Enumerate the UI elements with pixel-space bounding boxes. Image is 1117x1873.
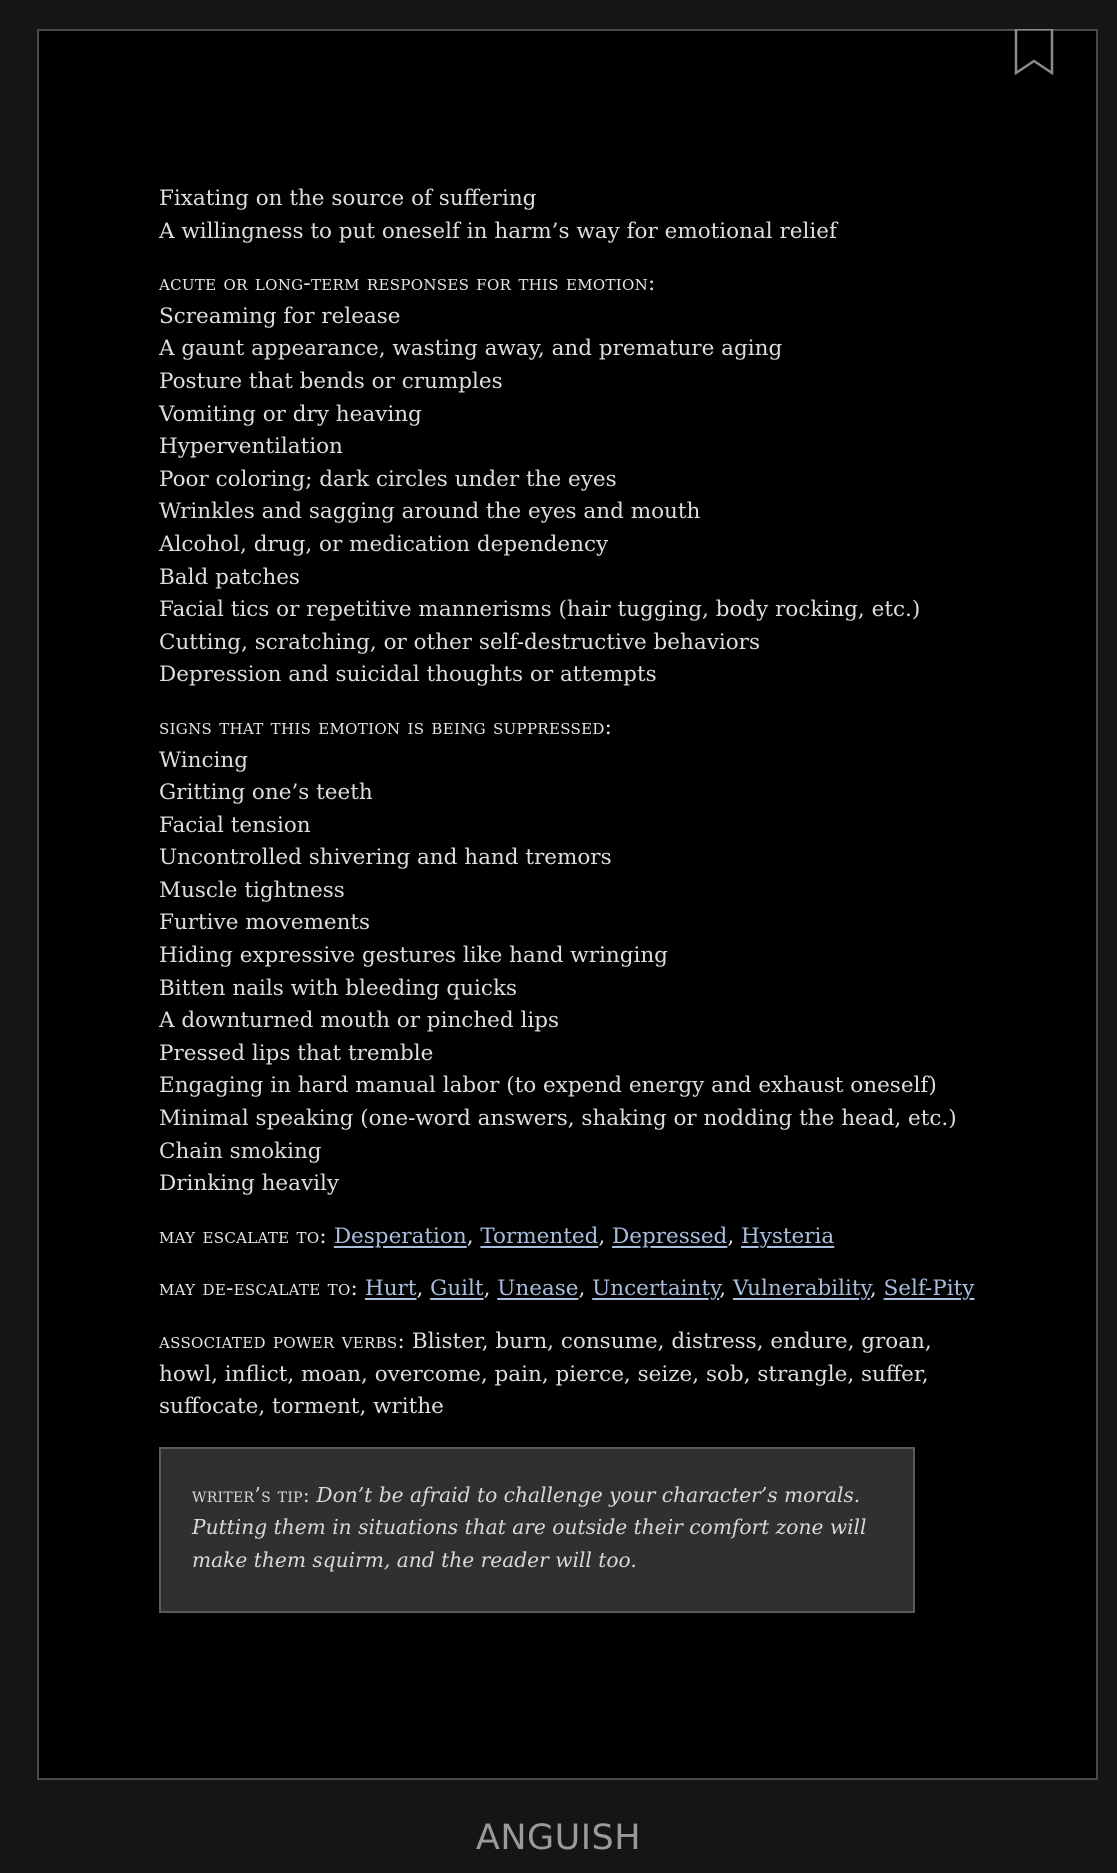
link-unease[interactable]: Unease xyxy=(497,1276,579,1302)
list-item: Posture that bends or crumples xyxy=(159,368,503,394)
link-vulnerability[interactable]: Vulnerability xyxy=(732,1276,870,1302)
section-heading: signs that this emotion is being suppressed: xyxy=(159,714,613,740)
link-hurt[interactable]: Hurt xyxy=(364,1276,417,1302)
power-verbs-text: Blister, burn, consume, distress, endure, groan, howl, inflict, moan, overcome, pain, pierce, seize, sob, strangle, suffer, suffocate, torment, writhe xyxy=(159,1329,932,1420)
list-item: Muscle tightness xyxy=(159,877,345,903)
writers-tip-box xyxy=(159,1447,915,1613)
intro-list xyxy=(159,183,989,248)
link-guilt[interactable]: Guilt xyxy=(430,1276,484,1302)
list-item: Pressed lips that tremble xyxy=(159,1040,434,1066)
escalate-line: may escalate to: Desperation, Tormented, Depressed, Hysteria xyxy=(159,1223,835,1249)
escalate-label: may escalate to: xyxy=(159,1223,327,1249)
tip-label: writer’s tip: xyxy=(192,1482,310,1507)
list-item: Engaging in hard manual labor (to expend energy and exhaust oneself) xyxy=(159,1073,937,1099)
tip-text: Don’t be afraid to challenge your character’s morals. Putting them in situations that are outside their comfort zone will make them squirm, and the reader will too. xyxy=(192,1482,867,1572)
page-footer-title: ANGUISH xyxy=(475,1818,642,1858)
list-item: Fixating on the source of suffering xyxy=(159,186,537,211)
power-verbs-label: associated power verbs: xyxy=(159,1329,406,1354)
list-item: Uncontrolled shivering and hand tremors xyxy=(159,845,612,871)
list-item: A gaunt appearance, wasting away, and premature aging xyxy=(159,336,783,362)
list-item: Chain smoking xyxy=(159,1138,322,1164)
deescalate-line: may de-escalate to: Hurt, Guilt, Unease, Uncertainty, Vulnerability, Self-Pity xyxy=(159,1276,975,1302)
bookmark-icon[interactable] xyxy=(1014,29,1054,75)
list-item: Poor coloring; dark circles under the eyes xyxy=(159,466,617,492)
link-uncertainty[interactable]: Uncertainty xyxy=(592,1276,720,1302)
power-verbs-line xyxy=(159,1326,989,1424)
list-item: Minimal speaking (one-word answers, shaking or nodding the head, etc.) xyxy=(159,1106,957,1132)
list-item: Facial tics or repetitive mannerisms (hair tugging, body rocking, etc.) xyxy=(159,597,921,623)
list-item: Wincing xyxy=(159,747,248,773)
list-item: Hiding expressive gestures like hand wringing xyxy=(159,943,668,969)
list-item: Vomiting or dry heaving xyxy=(159,401,422,427)
link-self-pity[interactable]: Self-Pity xyxy=(883,1276,975,1302)
list-item: Furtive movements xyxy=(159,910,371,936)
link-hysteria[interactable]: Hysteria xyxy=(740,1223,835,1249)
list-item: Drinking heavily xyxy=(159,1171,340,1197)
page-content xyxy=(159,183,989,1613)
book-page xyxy=(37,29,1098,1780)
list-item: Wrinkles and sagging around the eyes and mouth xyxy=(159,499,701,525)
link-tormented[interactable]: Tormented xyxy=(480,1223,599,1249)
list-item: Depression and suicidal thoughts or attempts xyxy=(159,662,657,688)
list-item: A downturned mouth or pinched lips xyxy=(159,1008,560,1034)
list-item: A willingness to put oneself in harm’s way for emotional relief xyxy=(159,218,837,244)
list-item: Gritting one’s teeth xyxy=(159,780,373,806)
list-item: Alcohol, drug, or medication dependency xyxy=(159,531,609,557)
list-item: Hyperventilation xyxy=(159,434,343,460)
section-heading: acute or long-term responses for this emotion: xyxy=(159,271,656,297)
list-item: Screaming for release xyxy=(159,303,401,329)
list-item: Bitten nails with bleeding quicks xyxy=(159,975,518,1001)
deescalate-label: may de-escalate to: xyxy=(159,1276,359,1302)
list-item: Bald patches xyxy=(159,564,300,590)
list-item: Facial tension xyxy=(159,812,311,838)
suppressed-signs-section xyxy=(159,712,989,1201)
list-item: Cutting, scratching, or other self-destructive behaviors xyxy=(159,629,760,655)
acute-responses-section xyxy=(159,268,989,692)
link-depressed[interactable]: Depressed xyxy=(612,1223,728,1249)
link-desperation[interactable]: Desperation xyxy=(333,1223,467,1249)
